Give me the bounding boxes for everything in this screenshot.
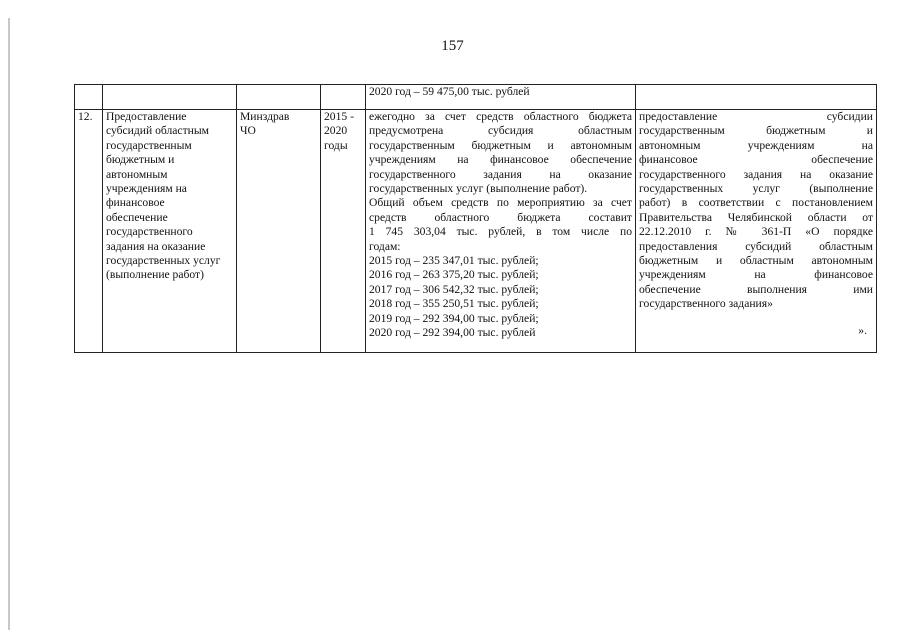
page-number: 157	[441, 38, 464, 54]
description-line: 1 745 303,04 тыс. рублей, в том числе по	[369, 225, 632, 239]
name-line: государственного	[106, 225, 193, 239]
executor-line: Минздрав	[240, 110, 290, 123]
num-cell	[75, 110, 103, 353]
basis-line: учреждениям на финансовое	[639, 268, 873, 282]
executor-line: ЧО	[240, 124, 256, 138]
description-line: государственного задания на оказание	[369, 167, 632, 181]
name-cell	[103, 110, 237, 353]
description-cell	[366, 110, 636, 353]
period-line: 2020	[324, 124, 348, 138]
name-line: субсидий областным	[106, 124, 209, 138]
basis-line: финансовое обеспечение	[639, 153, 873, 167]
name-line: государственным	[106, 138, 192, 152]
description-line: 2015 год – 235 347,01 тыс. рублей;	[369, 254, 539, 268]
description-line: годам:	[369, 239, 401, 253]
name-line: автономным	[106, 167, 168, 181]
description-line: государственных услуг (выполнение работ).	[369, 182, 588, 196]
basis-line: предоставления субсидий областным	[639, 239, 873, 253]
executor-cell	[237, 85, 321, 110]
name-line: Предоставление	[106, 110, 187, 123]
spacer	[639, 312, 873, 324]
basis-line: работ) в соответствии с постановлением	[639, 196, 873, 210]
name-line: (выполнение работ)	[106, 268, 204, 282]
period-cell	[321, 110, 366, 353]
name-cell	[103, 85, 237, 110]
period-cell	[321, 85, 366, 110]
basis-line: бюджетным и областным автономным	[639, 254, 873, 268]
table-row	[75, 110, 877, 353]
name-line: учреждениям на	[106, 182, 187, 196]
num-cell	[75, 85, 103, 110]
basis-line: обеспечение выполнения ими	[639, 282, 873, 296]
basis-line: государственного задания»	[639, 297, 773, 311]
table-row	[75, 85, 877, 110]
closing-mark: ».	[858, 323, 867, 337]
funding-line: 2020 год – 59 475,00 тыс. рублей	[369, 85, 530, 98]
description-line: 2020 год – 292 394,00 тыс. рублей	[369, 326, 536, 340]
basis-line: государственных услуг (выполнение	[639, 182, 873, 196]
description-line: Общий объем средств по мероприятию за счет	[369, 196, 632, 210]
name-line: задания на оказание	[106, 239, 206, 253]
period-line: 2015 -	[324, 110, 354, 123]
basis-line: государственного задания на оказание	[639, 167, 873, 181]
period-line: годы	[324, 138, 348, 152]
page-left-edge	[8, 18, 10, 630]
description-line: предусмотрена субсидия областным	[369, 124, 632, 138]
name-line: государственных услуг	[106, 254, 221, 268]
basis-cell	[636, 85, 877, 110]
basis-line: Правительства Челябинской области от	[639, 210, 873, 224]
description-line: средств областного бюджета составит	[369, 210, 632, 224]
name-line: бюджетным и	[106, 153, 175, 167]
row-number: 12.	[78, 110, 93, 123]
description-line: ежегодно за счет средств областного бюджета	[369, 110, 632, 123]
description-line: учреждениям на финансовое обеспечение	[369, 153, 632, 167]
description-cell	[366, 85, 636, 110]
name-line: обеспечение	[106, 210, 168, 224]
description-line: государственным бюджетным и автономным	[369, 138, 632, 152]
description-line: 2018 год – 355 250,51 тыс. рублей;	[369, 297, 539, 311]
basis-line: предоставление субсидии	[639, 110, 873, 123]
basis-cell	[636, 110, 877, 353]
description-line: 2019 год – 292 394,00 тыс. рублей;	[369, 311, 539, 325]
name-line: финансовое	[106, 196, 165, 210]
basis-line: государственным бюджетным и	[639, 124, 873, 138]
description-line: 2016 год – 263 375,20 тыс. рублей;	[369, 268, 539, 282]
measures-table	[74, 84, 877, 353]
description-line: 2017 год – 306 542,32 тыс. рублей;	[369, 282, 539, 296]
basis-line: 22.12.2010 г. № 361-П «О порядке	[639, 225, 873, 239]
executor-cell	[237, 110, 321, 353]
basis-line: автономным учреждениям на	[639, 138, 873, 152]
